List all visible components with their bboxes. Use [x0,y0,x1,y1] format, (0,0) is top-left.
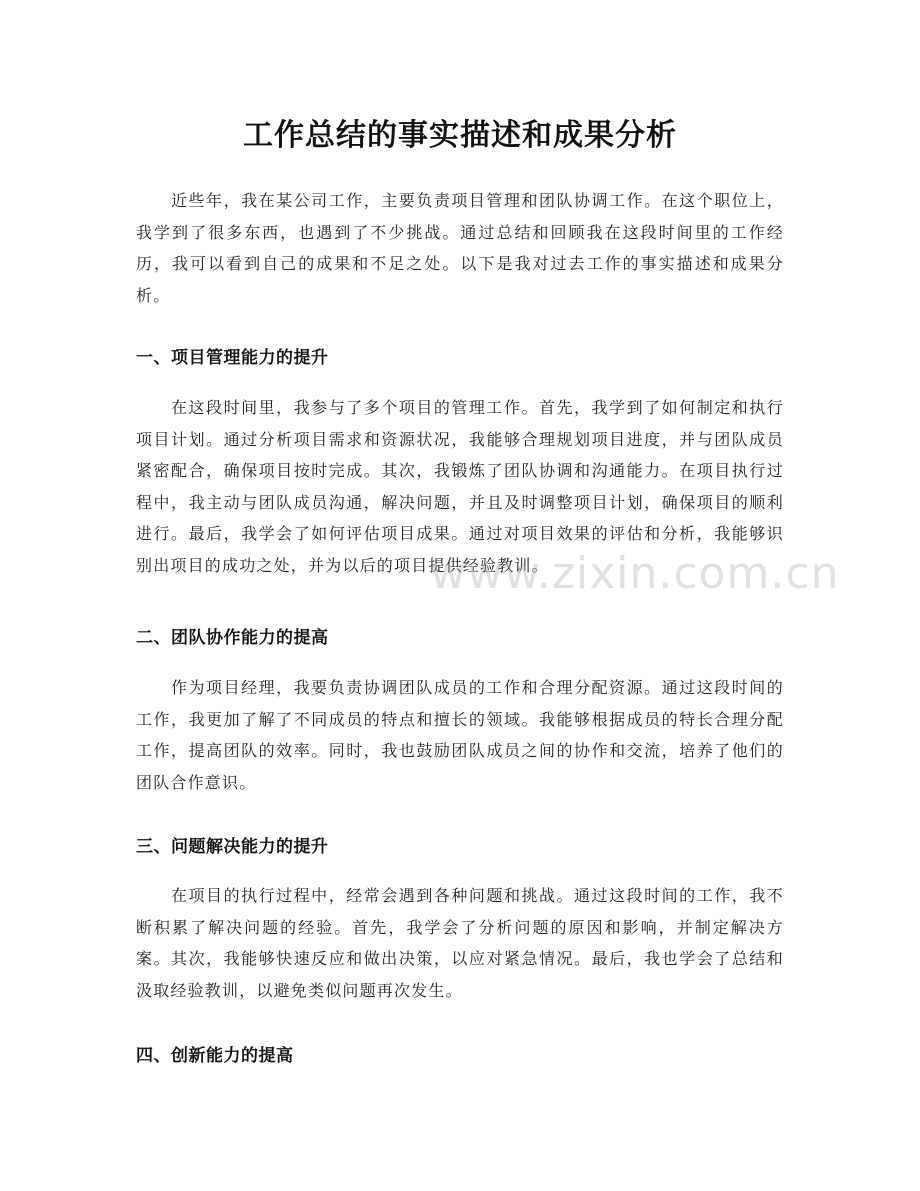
intro-paragraph: 近些年，我在某公司工作，主要负责项目管理和团队协调工作。在这个职位上，我学到了很多东西，也遇到了不少挑战。通过总结和回顾我在这段时间里的工作经历，我可以看到自己的成果和不足之处。以下是我对过去工作的事实描述和成果分析。 [136,191,784,305]
section-4-heading: 四、创新能力的提高 [136,1046,294,1066]
section-2-heading: 二、团队协作能力的提高 [136,628,329,648]
document-title: 工作总结的事实描述和成果分析 [243,118,677,153]
section-3-heading: 三、问题解决能力的提升 [136,837,329,857]
section-3-body: 在项目的执行过程中，经常会遇到各种问题和挑战。通过这段时间的工作，我不断积累了解决问题的经验。首先，我学会了分析问题的原因和影响，并制定解决方案。其次，我能够快速反应和做出决策，以应对紧急情况。最后，我也学会了总结和汲取经验教训，以避免类似问题再次发生。 [136,886,784,1000]
section-2-body: 作为项目经理，我要负责协调团队成员的工作和合理分配资源。通过这段时间的工作，我更加了解了不同成员的特点和擅长的领域。我能够根据成员的特长合理分配工作，提高团队的效率。同时，我也鼓励团队成员之间的协作和交流，培养了他们的团队合作意识。 [136,678,784,792]
section-1-body: 在这段时间里，我参与了多个项目的管理工作。首先，我学到了如何制定和执行项目计划。通过分析项目需求和资源状况，我能够合理规划项目进度，并与团队成员紧密配合，确保项目按时完成。其次，我锻炼了团队协调和沟通能力。在项目执行过程中，我主动与团队成员沟通，解决问题，并且及时调整项目计划，确保项目的顺利进行。最后，我学会了如何评估项目成果。通过对项目效果的评估和分析，我能够识别出项目的成功之处，并为以后的项目提供经验教训。 [136,398,784,575]
watermark: www.zixin.com.cn [430,548,840,599]
section-1-heading: 一、项目管理能力的提升 [136,348,329,368]
